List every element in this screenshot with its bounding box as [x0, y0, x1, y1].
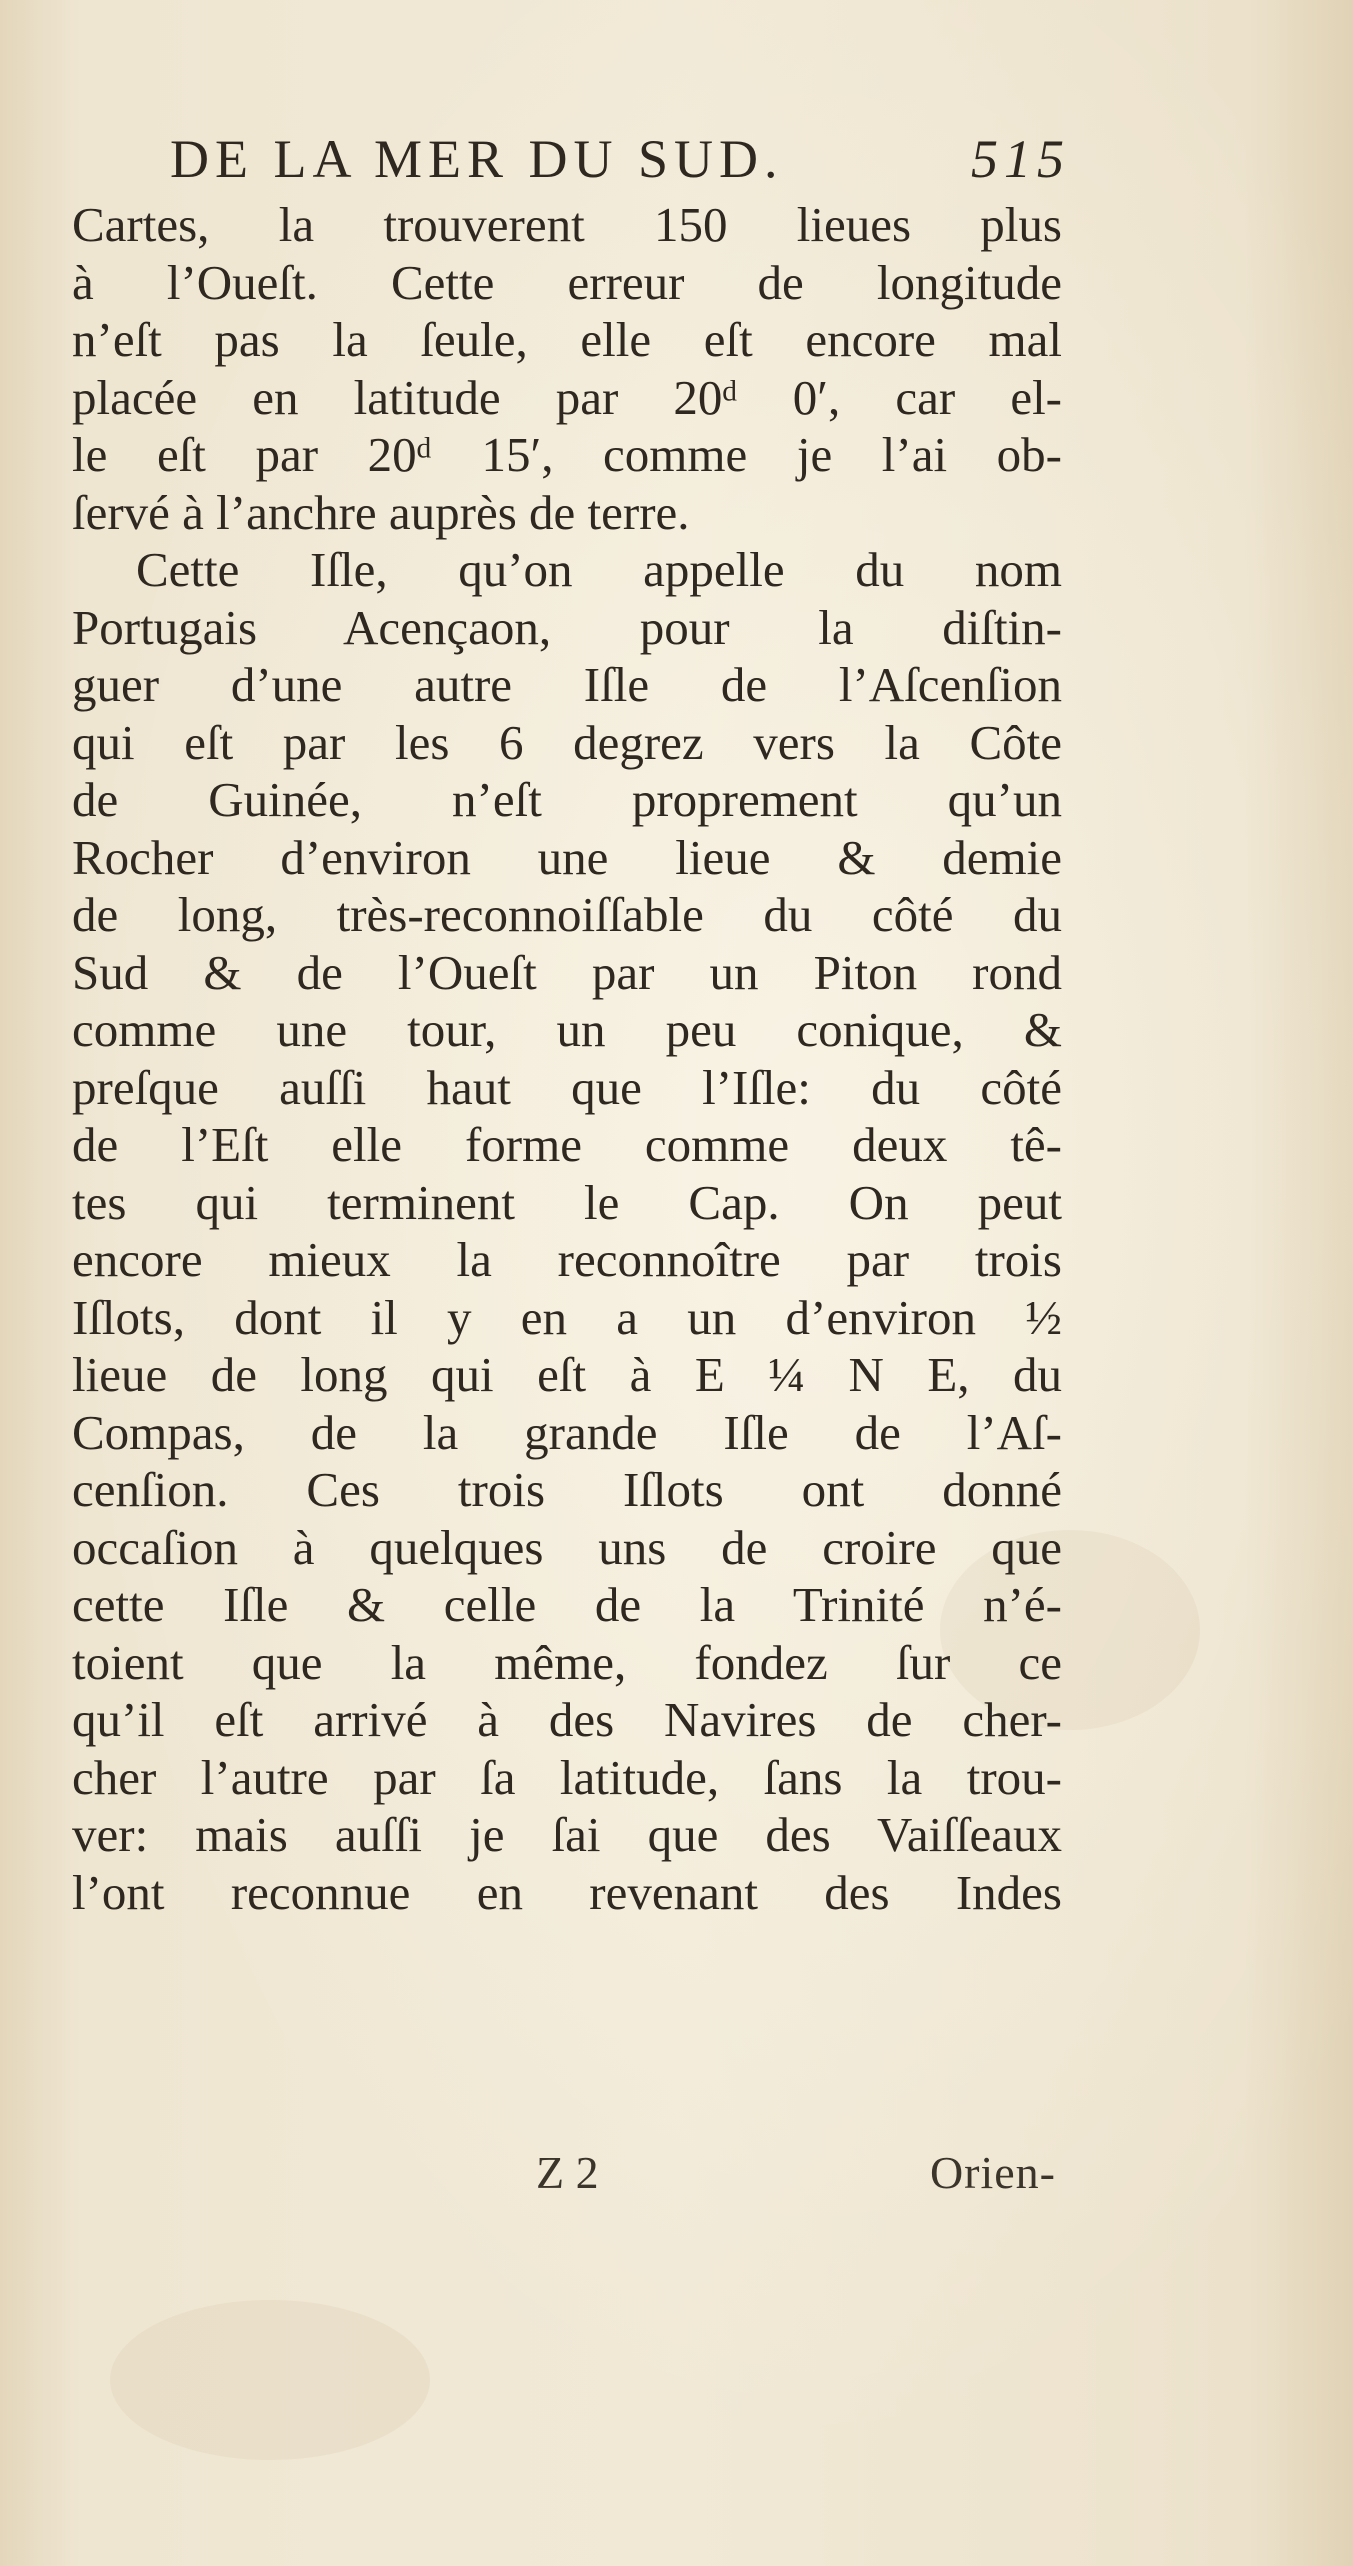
- catch-line: [536, 2146, 1056, 2206]
- text-line: Rocher d’environ une lieue & demie: [72, 829, 1062, 885]
- text-line: Compas, de la grande Iſle de l’Aſ-: [72, 1404, 1062, 1460]
- text-line: cenſion. Ces trois Iſlots ont donné: [72, 1462, 1062, 1517]
- text-line: de Guinée, n’eſt proprement qu’un: [72, 772, 1062, 827]
- text-line: Portugais Acençaon, pour la diſtin-: [72, 599, 1062, 655]
- text-line: cher l’autre par ſa latitude, ſans la trou-: [72, 1749, 1062, 1805]
- text-line: Cartes, la trouverent 150 lieues plus: [72, 197, 1062, 252]
- running-head: [150, 128, 1070, 198]
- text-line: le eſt par 20ᵈ 15′, comme je l’ai ob-: [72, 427, 1062, 482]
- text-line: lieue de long qui eſt à E ¼ N E, du: [72, 1347, 1062, 1402]
- text-line: toient que la même, fondez ſur ce: [72, 1634, 1062, 1690]
- text-line: Cette Iſle, qu’on appelle du nom: [136, 542, 1062, 597]
- text-line: Sud & de l’Oueſt par un Piton rond: [72, 944, 1062, 1000]
- text-line: encore mieux la reconnoître par trois: [72, 1232, 1062, 1287]
- text-line: occaſion à quelques uns de croire que: [72, 1519, 1062, 1575]
- text-line: Iſlots, dont il y en a un d’environ ½: [72, 1289, 1062, 1345]
- text-line: cette Iſle & celle de la Trinité n’é-: [72, 1577, 1062, 1632]
- text-line: l’ont reconnue en revenant des Indes: [72, 1864, 1062, 1920]
- text-line: tes qui terminent le Cap. On peut: [72, 1174, 1062, 1230]
- text-line: ſervé à l’anchre auprès de terre.: [72, 484, 690, 540]
- text-line: de long, très-reconnoiſſable du côté du: [72, 887, 1062, 942]
- signature-mark: Z 2: [536, 2147, 599, 2198]
- text-line: comme une tour, un peu conique, &: [72, 1002, 1062, 1057]
- text-line: preſque auſſi haut que l’Iſle: du côté: [72, 1059, 1062, 1115]
- text-line: n’eſt pas la ſeule, elle eſt encore mal: [72, 312, 1062, 367]
- text-line: guer d’une autre Iſle de l’Aſcenſion: [72, 657, 1062, 712]
- catchword: Orien-: [929, 2147, 1056, 2198]
- running-head-title: DE LA MER DU SUD.: [170, 129, 784, 189]
- page-number: 515: [971, 129, 1070, 189]
- paper-stain: [110, 2300, 430, 2460]
- text-line: placée en latitude par 20ᵈ 0′, car el-: [72, 369, 1062, 425]
- text-line: de l’Eſt elle forme comme deux tê-: [72, 1117, 1062, 1172]
- text-line: à l’Oueſt. Cette erreur de longitude: [72, 254, 1062, 310]
- text-line: qui eſt par les 6 degrez vers la Côte: [72, 714, 1062, 770]
- text-line: ver: mais auſſi je ſai que des Vaiſſeaux: [72, 1807, 1062, 1862]
- body-text: [72, 196, 1062, 1921]
- text-line: qu’il eſt arrivé à des Navires de cher-: [72, 1692, 1062, 1747]
